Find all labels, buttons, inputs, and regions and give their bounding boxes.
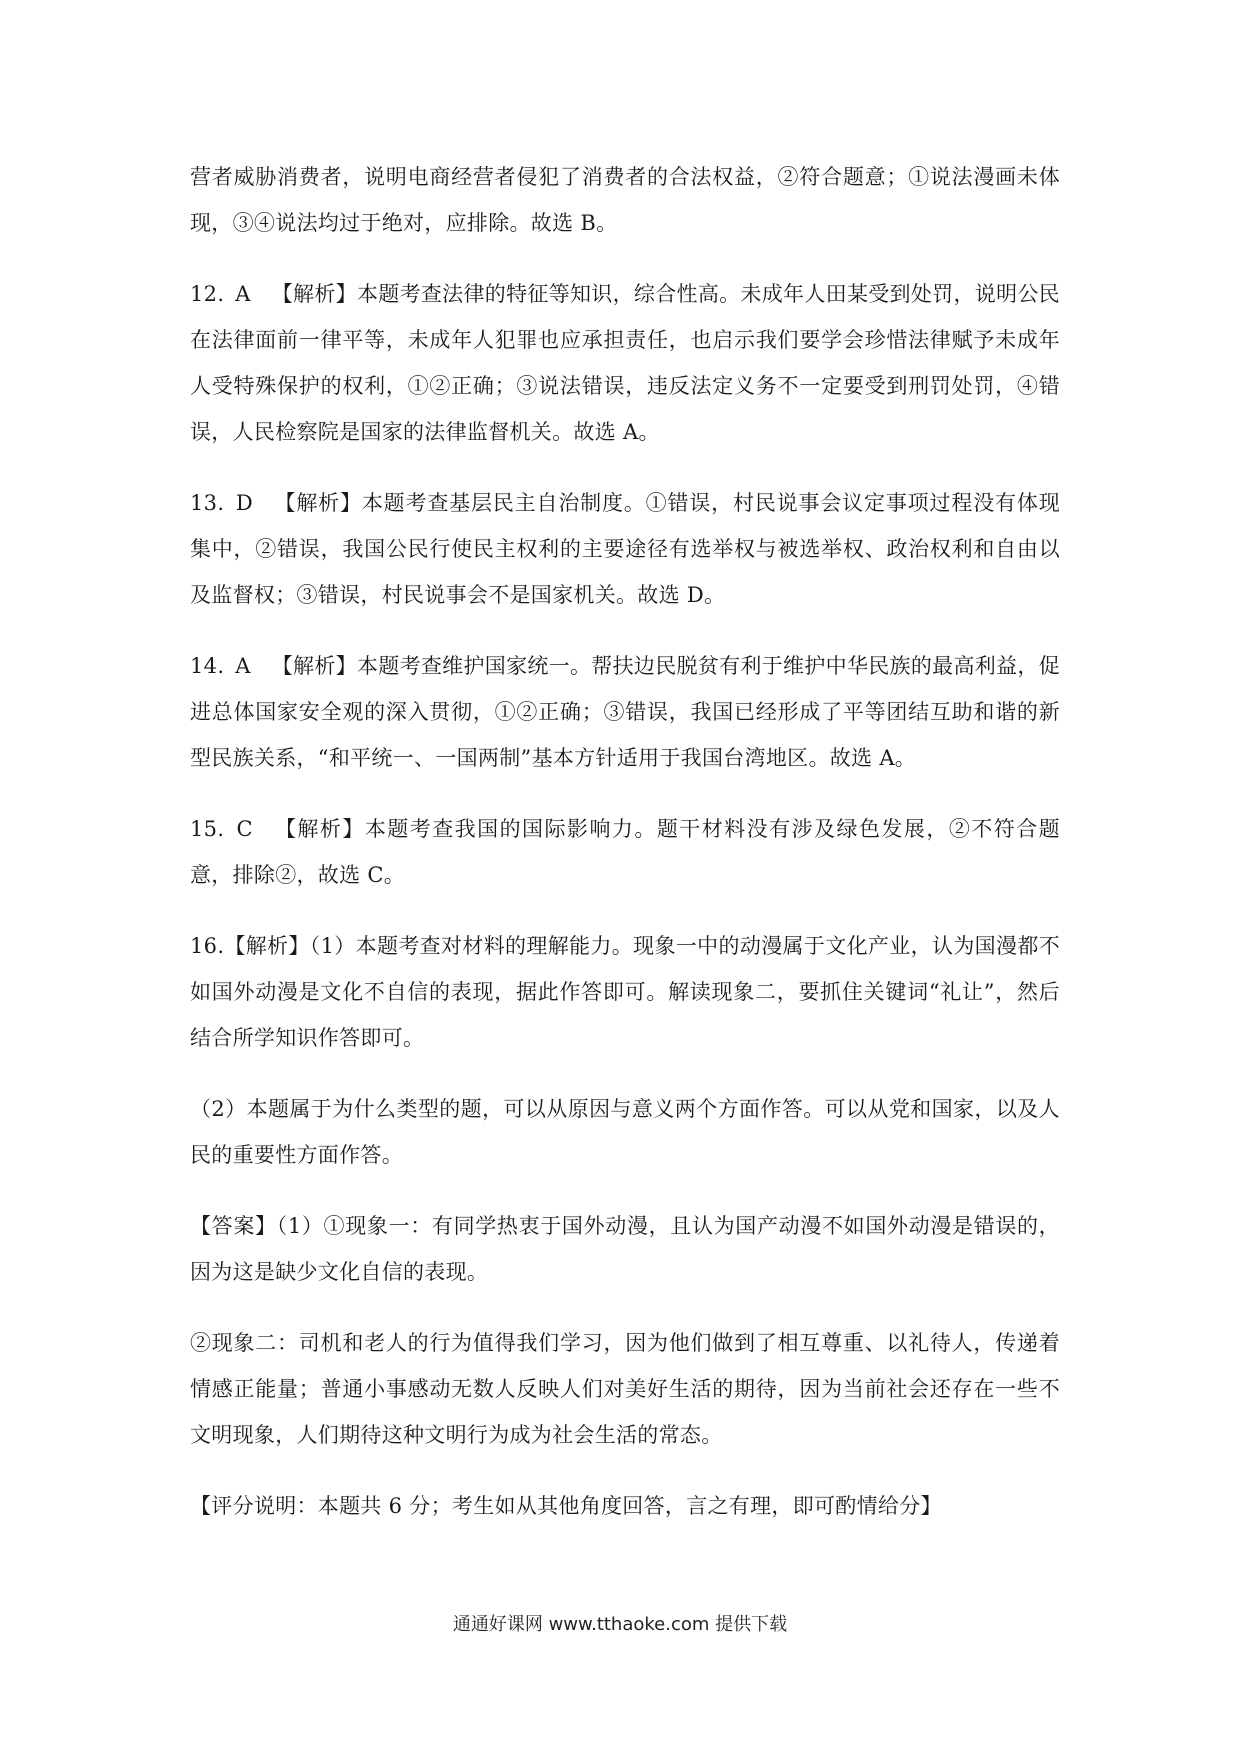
scoring-note [190,1483,1060,1529]
page-content [190,154,1060,1554]
paragraph-text: 营者威胁消费者，说明电商经营者侵犯了消费者的合法权益，②符合题意；①说法漫画未体现，③④说法均过于绝对，应排除。故选 B。 [190,165,1060,235]
answer-choice: C [236,817,253,841]
paragraph-text: 【评分说明：本题共 6 分；考生如从其他角度回答，言之有理，即可酌情给分】 [190,1494,942,1518]
question-number: 12. [190,282,225,306]
answer-item-14 [190,643,1060,781]
paragraph-text: 【解析】本题考查法律的特征等知识，综合性高。未成年人田某受到处罚，说明公民在法律面前一律平等，未成年人犯罪也应承担责任，也启示我们要学会珍惜法律赋予未成年人受特殊保护的权利，①②正确；③说法错误，违反法定义务不一定要受到刑罚处罚，④错误，人民检察院是国家的法律监督机关。故选 A。 [190,282,1060,444]
question-number: 14. [190,654,225,678]
paragraph-text: （2）本题属于为什么类型的题，可以从原因与意义两个方面作答。可以从党和国家，以及人民的重要性方面作答。 [190,1097,1060,1167]
answer-item-13 [190,480,1060,618]
answer-item-16-analysis-1 [190,923,1060,1061]
answer-item-15 [190,806,1060,898]
answer-item-16-analysis-2 [190,1086,1060,1178]
answer-choice: A [235,654,251,678]
page-footer: 通通好课网 www.tthaoke.com 提供下载 [452,1614,788,1635]
question-number: 15. [190,817,225,841]
question-number: 13. [190,491,225,515]
answer-choice: D [235,491,253,515]
answer-item-16-answer-2 [190,1320,1060,1458]
paragraph-text: ②现象二：司机和老人的行为值得我们学习，因为他们做到了相互尊重、以礼待人，传递着情感正能量；普通小事感动无数人反映人们对美好生活的期待，因为当前社会还存在一些不文明现象，人们期待这种文明行为成为社会生活的常态。 [190,1331,1060,1447]
paragraph-text: 【解析】本题考查维护国家统一。帮扶边民脱贫有利于维护中华民族的最高利益，促进总体国家安全观的深入贯彻，①②正确；③错误，我国已经形成了平等团结互助和谐的新型民族关系，“和平统一、一国两制”基本方针适用于我国台湾地区。故选 A。 [190,654,1060,770]
answer-choice: A [235,282,251,306]
paragraph-11-continued [190,154,1060,246]
answer-item-12 [190,271,1060,455]
paragraph-text: 【解析】（1）本题考查对材料的理解能力。现象一中的动漫属于文化产业，认为国漫都不如国外动漫是文化不自信的表现，据此作答即可。解读现象二，要抓住关键词“礼让”，然后结合所学知识作答即可。 [190,934,1060,1050]
paragraph-text: 【解析】本题考查我国的国际影响力。题干材料没有涉及绿色发展，②不符合题意，排除②，故选 C。 [190,817,1060,887]
paragraph-text: 【解析】本题考查基层民主自治制度。①错误，村民说事会议定事项过程没有体现集中，②错误，我国公民行使民主权利的主要途径有选举权与被选举权、政治权利和自由以及监督权；③错误，村民说事会不是国家机关。故选 D。 [190,491,1060,607]
paragraph-text: 【答案】（1）①现象一：有同学热衷于国外动漫，且认为国产动漫不如国外动漫是错误的，因为这是缺少文化自信的表现。 [190,1214,1060,1284]
question-number: 16. [190,934,225,958]
answer-item-16-answer-1 [190,1203,1060,1295]
